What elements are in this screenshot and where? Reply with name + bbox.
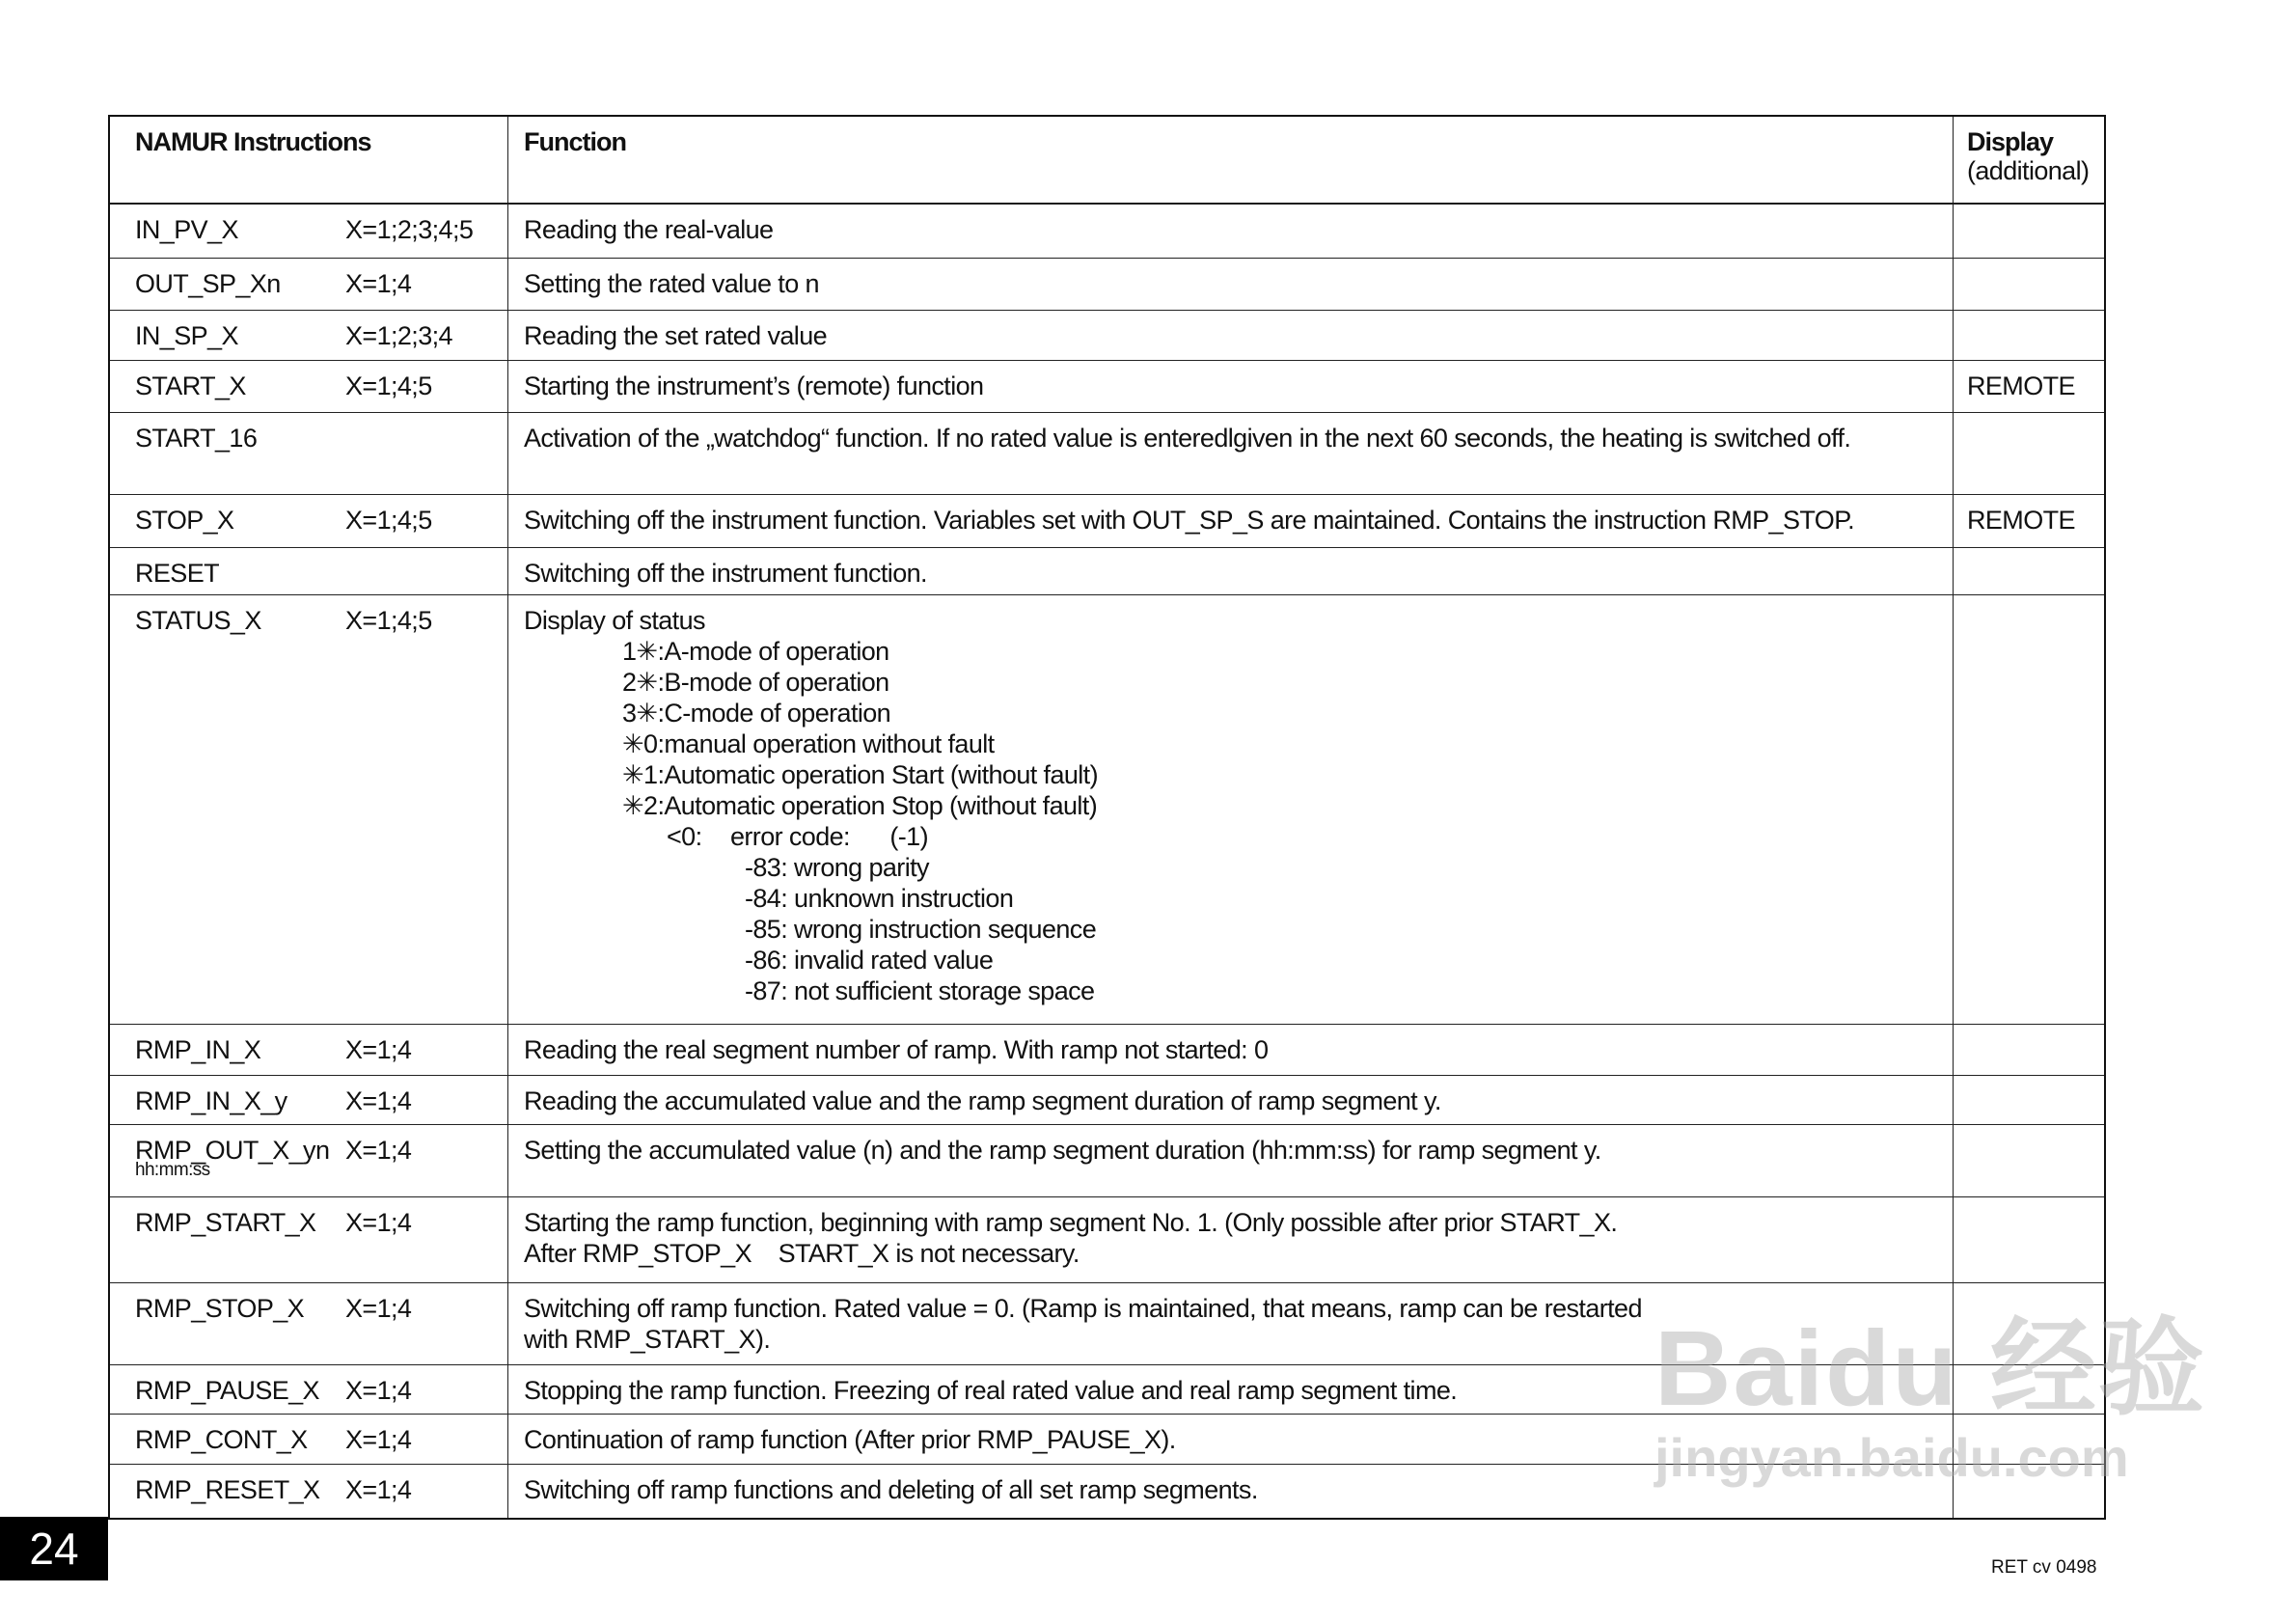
table-row: [110, 1282, 2104, 1364]
instruction-range: X=1;4;5: [345, 506, 432, 535]
status-mode: ✳1:Automatic operation Start (without fault): [622, 760, 1098, 789]
table-row: [110, 1075, 2104, 1124]
instruction-range: X=1;4: [345, 1086, 412, 1115]
instruction-range: X=1;2;3;4: [345, 321, 452, 350]
function-text: Switching off ramp function. Rated value = 0. (Ramp is maintained, that means, ramp can be restarted: [524, 1294, 1642, 1323]
instruction-name: IN_SP_X: [135, 321, 238, 350]
table-row: [110, 360, 2104, 412]
watermark-logo: Baidu 经验: [1654, 1309, 2207, 1428]
function-text: Reading the set rated value: [524, 321, 828, 350]
footer-code: RET cv 0498: [1991, 1557, 2097, 1578]
instruction-range: X=1;4;5: [345, 606, 432, 635]
instruction-name: RMP_RESET_X: [135, 1475, 320, 1504]
function-text: Reading the accumulated value and the ramp segment duration of ramp segment y.: [524, 1086, 1441, 1115]
table-row: [110, 1464, 2104, 1518]
table-row: [110, 1364, 2104, 1414]
instruction-range: X=1;4: [345, 1208, 412, 1237]
error-label: error code: (-1): [730, 822, 928, 851]
status-mode: ✳2:Automatic operation Stop (without fault): [622, 791, 1098, 820]
instruction-name: RMP_STOP_X: [135, 1294, 305, 1323]
header-instructions: NAMUR Instructions: [135, 127, 371, 156]
table-row: [110, 1024, 2104, 1075]
error-code: -87: not sufficient storage space: [745, 976, 1095, 1005]
table-row: [110, 412, 2104, 494]
table-row: [110, 204, 2104, 258]
instruction-name: START_16: [135, 424, 258, 453]
error-prefix: <0:: [667, 822, 702, 851]
table-row: [110, 258, 2104, 310]
instruction-name: RESET: [135, 559, 220, 588]
table-header: [110, 117, 2104, 204]
instruction-name: STOP_X: [135, 506, 234, 535]
status-mode: ✳0:manual operation without fault: [622, 729, 995, 758]
instruction-range: X=1;4: [345, 1475, 412, 1504]
function-text: Continuation of ramp function (After prior RMP_PAUSE_X).: [524, 1425, 1176, 1454]
status-mode: 2✳:B-mode of operation: [622, 668, 889, 697]
status-mode: 1✳:A-mode of operation: [622, 637, 889, 666]
error-code: -86: invalid rated value: [745, 946, 994, 975]
function-text: Display of status: [524, 606, 705, 635]
function-text: Reading the real segment number of ramp. With ramp not started: 0: [524, 1035, 1269, 1064]
function-text: Setting the accumulated value (n) and the ramp segment duration (hh:mm:ss) for ramp segment y.: [524, 1136, 1601, 1165]
error-code: -84: unknown instruction: [745, 884, 1014, 913]
instruction-range: X=1;4: [345, 1294, 412, 1323]
instruction-range: X=1;4: [345, 269, 412, 298]
instruction-name: RMP_CONT_X: [135, 1425, 308, 1454]
header-display-sub: (additional): [1967, 156, 2090, 185]
function-text: Switching off the instrument function.: [524, 559, 927, 588]
table-row: [110, 594, 2104, 1024]
header-display: Display: [1967, 127, 2054, 156]
display-value: REMOTE: [1967, 506, 2075, 535]
table-row: [110, 310, 2104, 360]
instruction-name: RMP_START_X: [135, 1208, 316, 1237]
instruction-range: X=1;4;5: [345, 371, 432, 400]
instruction-name: STATUS_X: [135, 606, 261, 635]
page-number: 24: [0, 1517, 108, 1580]
function-text-2: with RMP_START_X).: [524, 1325, 771, 1354]
instruction-name: RMP_OUT_X_yn: [135, 1136, 330, 1165]
namur-instructions-table: [108, 115, 2106, 1520]
table-row: [110, 494, 2104, 547]
function-text: Stopping the ramp function. Freezing of real rated value and real ramp segment time.: [524, 1376, 1458, 1405]
table-row: [110, 1414, 2104, 1464]
function-text: Setting the rated value to n: [524, 269, 819, 298]
header-function: Function: [524, 127, 626, 156]
instruction-name: RMP_IN_X_y: [135, 1086, 287, 1115]
table-row: [110, 1196, 2104, 1282]
instruction-range: X=1;2;3;4;5: [345, 215, 474, 244]
function-text: Reading the real-value: [524, 215, 774, 244]
function-text: Starting the instrument’s (remote) function: [524, 371, 984, 400]
instruction-name: RMP_PAUSE_X: [135, 1376, 319, 1405]
function-text: Starting the ramp function, beginning with ramp segment No. 1. (Only possible after prior START_X.: [524, 1208, 1618, 1237]
watermark-url: jingyan.baidu.com: [1654, 1427, 2129, 1488]
function-text-2: After RMP_STOP_X START_X is not necessary.: [524, 1239, 1080, 1268]
instruction-name: OUT_SP_Xn: [135, 269, 281, 298]
function-text: Activation of the „watchdog“ function. If no rated value is enteredlgiven in the next 60 seconds, the heating is switched off.: [524, 424, 1851, 453]
instruction-name: IN_PV_X: [135, 215, 238, 244]
instruction-range: X=1;4: [345, 1136, 412, 1165]
table-row: [110, 547, 2104, 594]
function-text: Switching off ramp functions and deleting of all set ramp segments.: [524, 1475, 1258, 1504]
instruction-name: START_X: [135, 371, 246, 400]
instruction-range: X=1;4: [345, 1035, 412, 1064]
display-value: REMOTE: [1967, 371, 2075, 400]
function-text: Switching off the instrument function. Variables set with OUT_SP_S are maintained. Contains the instruction RMP_STOP.: [524, 506, 1855, 535]
status-mode: 3✳:C-mode of operation: [622, 699, 891, 728]
instruction-format: hh:mm:ss: [135, 1160, 210, 1180]
table-row: [110, 1124, 2104, 1196]
error-code: -83: wrong parity: [745, 853, 929, 882]
error-code: -85: wrong instruction sequence: [745, 915, 1097, 944]
instruction-range: X=1;4: [345, 1425, 412, 1454]
instruction-range: X=1;4: [345, 1376, 412, 1405]
instruction-name: RMP_IN_X: [135, 1035, 261, 1064]
